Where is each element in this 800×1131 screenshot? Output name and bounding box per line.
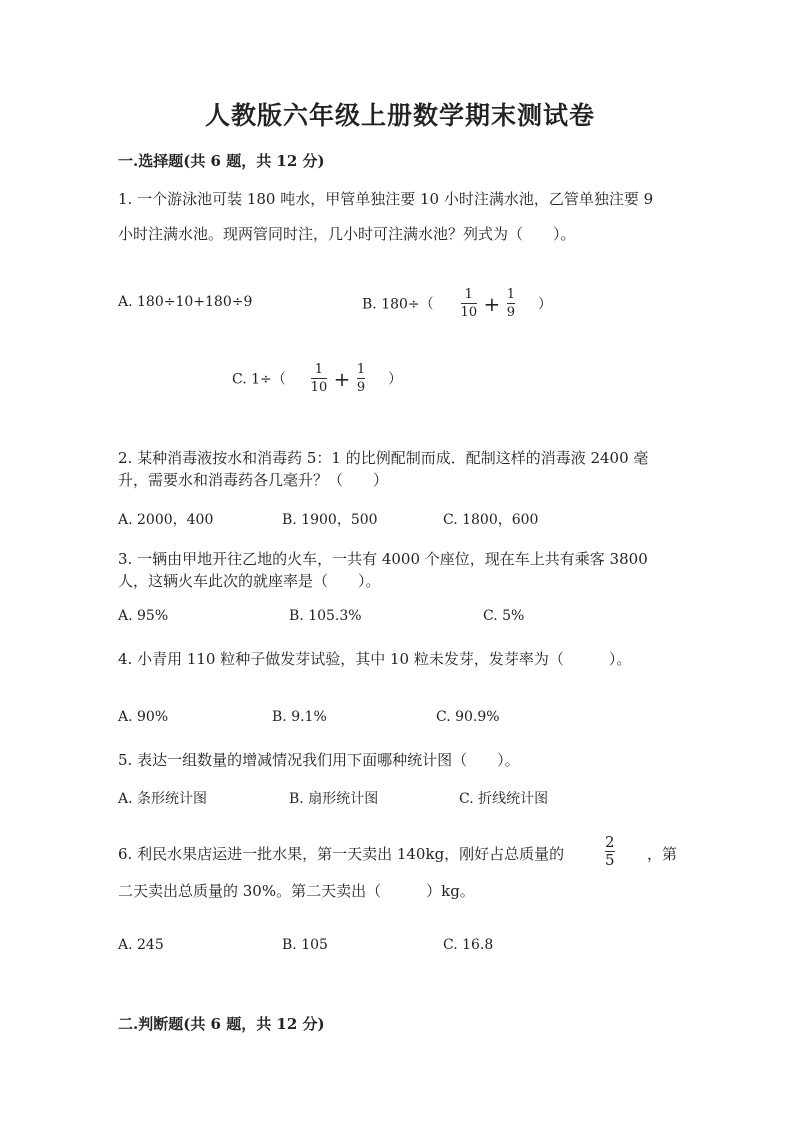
question-2-option-b: B. 1900，500 xyxy=(282,512,378,528)
fraction-one-ninth xyxy=(507,287,515,320)
question-6-option-c: C. 16.8 xyxy=(443,937,494,953)
fraction-one-tenth xyxy=(311,362,328,395)
fraction-bar xyxy=(357,378,365,379)
fraction-bar xyxy=(311,378,328,379)
plus-sign: + xyxy=(333,366,351,391)
question-4-option-c: C. 90.9% xyxy=(436,709,500,725)
question-5-option-b: B. 扇形统计图 xyxy=(289,791,379,807)
question-3-option-a: A. 95% xyxy=(118,608,169,624)
fraction-bar xyxy=(507,303,515,304)
fraction-bar xyxy=(461,303,478,304)
option-b-suffix: ） xyxy=(537,296,552,313)
fraction-numerator: 2 xyxy=(605,833,615,851)
fraction-one-tenth xyxy=(461,287,478,320)
question-2-option-c: C. 1800，600 xyxy=(443,512,539,528)
question-5-line-1: 5. 表达一组数量的增减情况我们用下面哪种统计图（ ）。 xyxy=(118,751,520,769)
question-4-option-a: A. 90% xyxy=(118,709,169,725)
fraction xyxy=(605,835,615,868)
fraction-denominator: 5 xyxy=(605,851,615,869)
question-1-option-c xyxy=(232,362,402,395)
fraction-numerator: 1 xyxy=(356,362,366,377)
section-heading-judgment: 二.判断题(共 6 题，共 12 分) xyxy=(118,1015,325,1033)
fraction-denominator: 9 xyxy=(356,380,366,395)
option-c-suffix: ） xyxy=(388,371,403,388)
fraction-denominator: 9 xyxy=(506,305,516,320)
section-heading-choice: 一.选择题(共 6 题，共 12 分) xyxy=(118,152,325,170)
fraction-denominator: 10 xyxy=(460,305,478,320)
fraction-two-fifths xyxy=(605,835,615,868)
question-5-option-a: A. 条形统计图 xyxy=(118,791,208,807)
question-1-line-1: 1. 一个游泳池可装 180 吨水，甲管单独注要 10 小时注满水池，乙管单独注要 9 xyxy=(118,190,654,208)
question-6-option-b: B. 105 xyxy=(282,937,328,953)
option-c-prefix: C. 1÷（ xyxy=(232,371,286,388)
question-6-option-a: A. 245 xyxy=(118,937,164,953)
question-4-line-1: 4. 小青用 110 粒种子做发芽试验，其中 10 粒未发芽，发芽率为（ ）。 xyxy=(118,650,632,668)
question-3-line-1: 3. 一辆由甲地开往乙地的火车，一共有 4000 个座位，现在车上共有乘客 3800 xyxy=(118,550,648,568)
fraction-one-ninth xyxy=(357,362,365,395)
question-2-option-a: A. 2000，400 xyxy=(118,512,214,528)
plus-sign: + xyxy=(483,291,501,316)
question-6-line-1-end: ，第 xyxy=(647,845,678,863)
page-title: 人教版六年级上册数学期末测试卷 xyxy=(204,101,595,130)
question-2-line-2: 升，需要水和消毒药各几毫升？（ ） xyxy=(118,471,389,489)
question-6-line-2: 二天卖出总质量的 30%。第二天卖出（ ）kg。 xyxy=(118,882,475,900)
fraction-numerator: 1 xyxy=(314,362,324,377)
fraction-denominator: 10 xyxy=(310,380,328,395)
question-2-line-1: 2. 某种消毒液按水和消毒药 5：1 的比例配制而成．配制这样的消毒液 2400 毫 xyxy=(118,449,649,467)
question-1-option-a: A. 180÷10+180÷9 xyxy=(118,294,253,310)
fraction-numerator: 1 xyxy=(464,287,473,302)
question-6-line-1: 6. 利民水果店运进一批水果，第一天卖出 140kg，刚好占总质量的 xyxy=(118,845,565,863)
question-3-option-c: C. 5% xyxy=(483,608,525,624)
question-1-line-2: 小时注满水池。现两管同时注，几小时可注满水池？列式为（ ）。 xyxy=(118,225,576,243)
question-1-option-b xyxy=(362,287,552,320)
question-3-line-2: 人，这辆火车此次的就座率是（ ）。 xyxy=(118,572,381,590)
question-5-option-c: C. 折线统计图 xyxy=(459,791,549,807)
question-3-option-b: B. 105.3% xyxy=(289,608,362,624)
fraction-numerator: 1 xyxy=(506,287,516,302)
option-b-prefix: B. 180÷（ xyxy=(362,296,434,313)
question-4-option-b: B. 9.1% xyxy=(272,709,327,725)
